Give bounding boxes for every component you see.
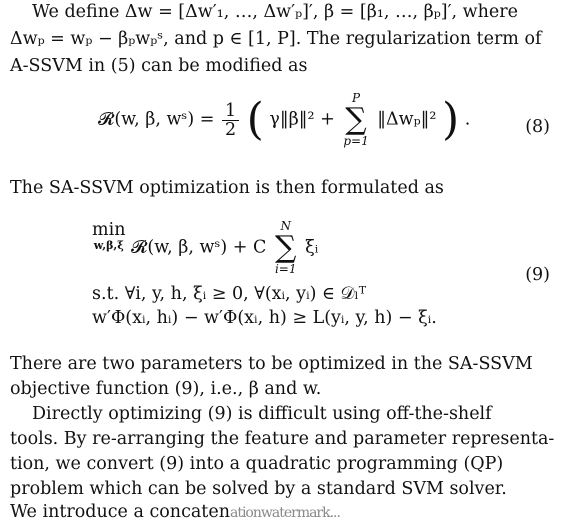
sigma-symbol: ∑ xyxy=(275,230,297,265)
equation-9-objective xyxy=(92,220,318,276)
paragraph-4-line-4: problem which can be solved by a standard SVM solver. xyxy=(10,479,507,499)
eq9-sum-term: ξᵢ xyxy=(305,237,319,258)
paragraph-1-line-2: Δwₚ = wₚ − βₚwₚˢ, and p ∈ [1, P]. The regularization term of xyxy=(10,29,542,49)
equation-8 xyxy=(98,92,470,148)
equation-9-number: (9) xyxy=(525,265,550,285)
eq8-frac-num: 1 xyxy=(222,102,239,121)
paragraph-4-line-5 xyxy=(10,500,556,525)
eq8-open-paren: ( xyxy=(246,94,264,145)
eq9-sum-bot: i=1 xyxy=(274,262,297,276)
equation-9-constraint-1: s.t. ∀i, y, h, ξᵢ ≥ 0, ∀(xᵢ, yᵢ) ∈ 𝒟ₗᵀ xyxy=(92,284,367,304)
eq9-sum-top: N xyxy=(280,219,291,233)
paragraph-3-line-1: There are two parameters to be optimized in the SA-SSVM xyxy=(10,354,533,374)
equation-8-number: (8) xyxy=(525,117,550,137)
eq8-fraction xyxy=(222,102,239,139)
paragraph-4-line-3: tion, we convert (9) into a quadratic programming (QP) xyxy=(10,454,504,474)
eq8-sum-bot: p=1 xyxy=(343,134,369,148)
paragraph-4-line-5-text: We introduce a concaten xyxy=(10,502,230,522)
eq9-min xyxy=(92,220,125,252)
paragraph-2-line-1: The SA-SSVM optimization is then formulated as xyxy=(10,178,444,198)
equation-9-constraint-2: w′Φ(xᵢ, hᵢ) − w′Φ(xᵢ, h) ≥ L(yᵢ, y, h) − ξᵢ. xyxy=(92,308,437,328)
eq9-min-sub: w,β,ξ xyxy=(93,239,124,252)
paragraph-1-line-1: We define Δw = [Δw′₁, …, Δw′ₚ]′, β = [β₁, …, βₚ]′, where xyxy=(32,2,518,22)
watermark-text: ationwatermark... xyxy=(229,505,340,521)
paragraph-1-line-3: A-SSVM in (5) can be modified as xyxy=(10,56,308,76)
eq9-summation xyxy=(275,220,297,276)
eq8-sum-top: P xyxy=(351,91,361,105)
sigma-symbol: ∑ xyxy=(345,102,367,137)
eq8-close-paren: ) xyxy=(442,94,460,145)
paragraph-3-line-2: objective function (9), i.e., β and w. xyxy=(10,379,322,399)
eq8-end: . xyxy=(464,109,471,130)
eq8-lhs: 𝓡(w, β, wˢ) = xyxy=(98,109,215,130)
eq8-frac-den: 2 xyxy=(224,119,237,140)
eq8-tail: ‖Δwₚ‖² xyxy=(377,109,437,130)
eq9-min-label: min xyxy=(92,220,126,240)
eq8-body: γ‖β‖² + xyxy=(269,109,335,130)
paragraph-4-line-1: Directly optimizing (9) is difficult using off-the-shelf xyxy=(32,404,492,424)
eq8-summation xyxy=(343,92,368,148)
eq9-objective: 𝓡(w, β, wˢ) + C xyxy=(131,237,267,258)
paragraph-4-line-2: tools. By re-arranging the feature and parameter representa- xyxy=(10,429,555,449)
